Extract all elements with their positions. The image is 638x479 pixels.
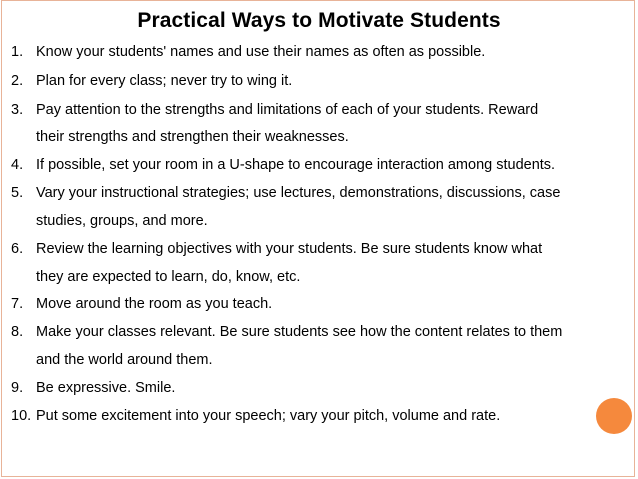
list-item-text: Vary your instructional strategies; use lectures, demonstrations, discussions, case xyxy=(36,185,561,201)
list-item-number: 9. xyxy=(11,380,24,396)
list-item-number: 1. xyxy=(11,44,24,60)
list-item-text: studies, groups, and more. xyxy=(36,213,208,229)
list-item-text: Plan for every class; never try to wing it. xyxy=(36,73,293,89)
list-item-number: 2. xyxy=(11,73,24,89)
list-item-text: they are expected to learn, do, know, etc. xyxy=(36,269,301,285)
list-item-number: 4. xyxy=(11,157,24,173)
list-item-text: Make your classes relevant. Be sure students see how the content relates to them xyxy=(36,324,563,340)
list-item-number: 10. xyxy=(11,408,32,424)
list-item-number: 5. xyxy=(11,185,24,201)
list-item-text: Be expressive. Smile. xyxy=(36,380,176,396)
list-item-text: and the world around them. xyxy=(36,352,213,368)
list-item-text: their strengths and strengthen their weaknesses. xyxy=(36,129,349,145)
list-item-number: 7. xyxy=(11,296,24,312)
list-item-text: Review the learning objectives with your students. Be sure students know what xyxy=(36,241,543,257)
orange-circle-decoration xyxy=(596,398,632,434)
slide-title: Practical Ways to Motivate Students xyxy=(137,9,501,32)
list-item-text: Move around the room as you teach. xyxy=(36,296,273,312)
list-item-text: Pay attention to the strengths and limitations of each of your students. Reward xyxy=(36,102,539,118)
list-item-number: 3. xyxy=(11,102,24,118)
list-item-text: If possible, set your room in a U-shape to encourage interaction among students. xyxy=(36,157,556,173)
list-item-text: Put some excitement into your speech; vary your pitch, volume and rate. xyxy=(36,408,501,424)
list-item-number: 8. xyxy=(11,324,24,340)
list-item-number: 6. xyxy=(11,241,24,257)
list-item-text: Know your students' names and use their names as often as possible. xyxy=(36,44,486,60)
